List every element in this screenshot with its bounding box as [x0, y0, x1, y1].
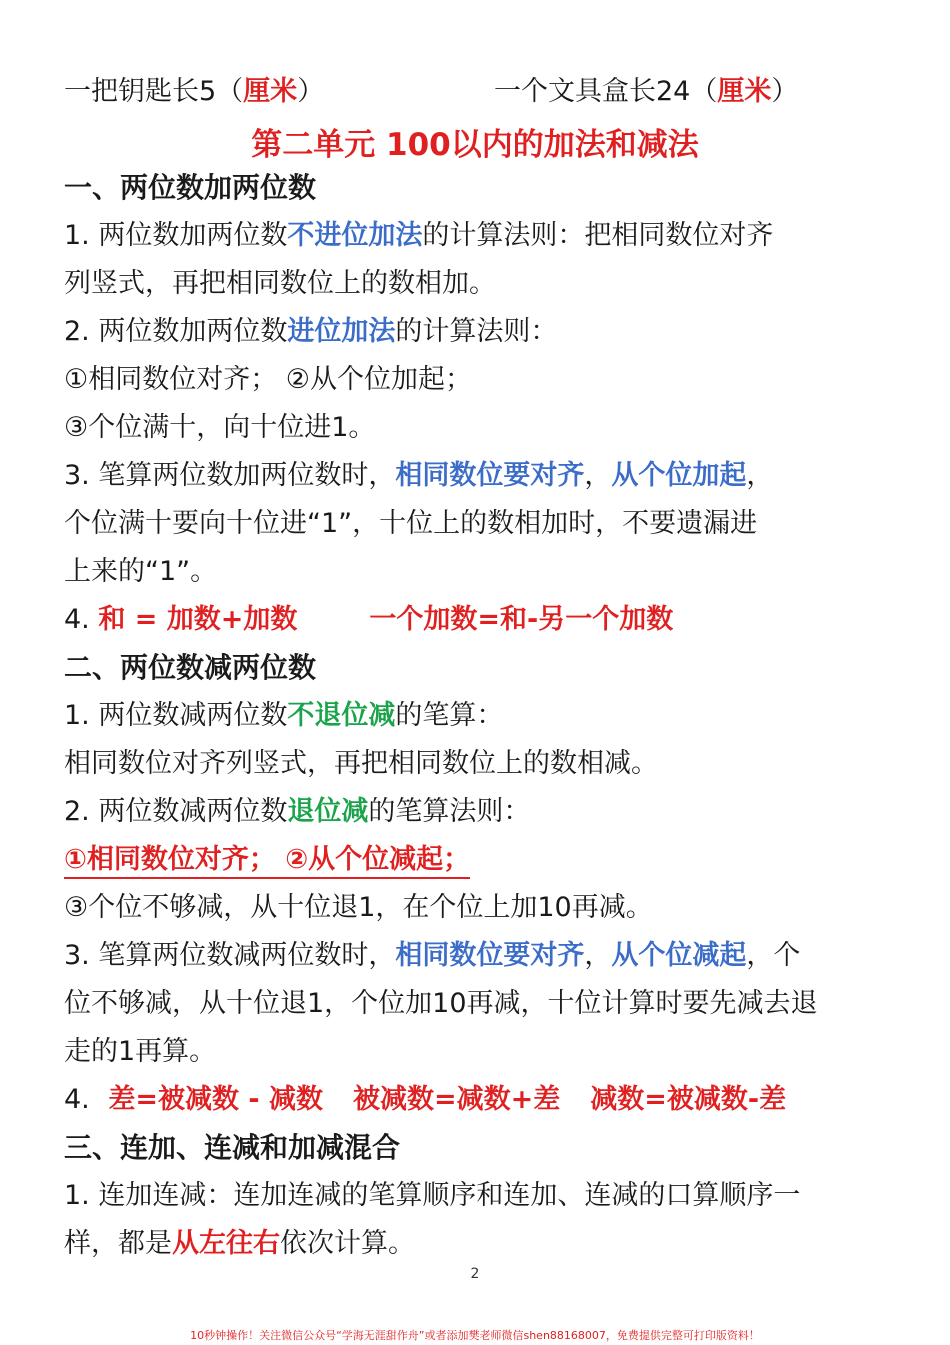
page-number: 2 — [470, 1266, 480, 1282]
answer-text: 厘米 — [717, 76, 772, 107]
answer-text: 厘米 — [243, 76, 298, 107]
paragraph-line: ③个位满十，向十位进1。 — [64, 412, 376, 443]
section-heading: 二、两位数减两位数 — [64, 651, 317, 684]
top-right-question: 一个文具盒长24（厘米） — [494, 76, 799, 107]
paragraph-line: 个位满十要向十位进“1”，十位上的数相加时，不要遗漏进 — [64, 508, 758, 539]
paragraph-line: 1. 两位数加两位数不进位加法的计算法则：把相同数位对齐 — [64, 220, 774, 251]
paragraph-line: 1. 两位数减两位数不退位减的笔算： — [64, 700, 504, 731]
footer-note: 10秒钟操作！关注微信公众号“学海无涯甜作舟”或者添加樊老师微信shen88168007，免费提供完整可打印版资料！ — [190, 1329, 760, 1342]
paragraph-line: ①相同数位对齐； ②从个位减起； — [64, 842, 470, 878]
paragraph-line: ③个位不够减，从十位退1，在个位上加10再减。 — [64, 892, 653, 923]
paragraph-line: 相同数位对齐列竖式，再把相同数位上的数相减。 — [64, 748, 658, 779]
section-heading: 三、连加、连减和加减混合 — [64, 1131, 401, 1164]
paragraph-line: 3. 笔算两位数减两位数时，相同数位要对齐，从个位减起，个 — [64, 940, 801, 971]
unit-title: 第二单元 100以内的加法和减法 — [251, 127, 699, 163]
paragraph-line: 走的1再算。 — [64, 1036, 217, 1067]
paragraph-line: ①相同数位对齐； ②从个位加起； — [64, 364, 472, 395]
top-left-question: 一把钥匙长5（厘米） — [64, 76, 325, 107]
formula-line: 4. 差=被减数 - 减数 被减数=减数+差 减数=被减数-差 — [64, 1084, 787, 1115]
section-heading: 一、两位数加两位数 — [64, 171, 317, 204]
paragraph-line: 2. 两位数加两位数进位加法的计算法则： — [64, 316, 558, 347]
paragraph-line: 3. 笔算两位数加两位数时，相同数位要对齐，从个位加起， — [64, 460, 774, 491]
paragraph-line: 列竖式，再把相同数位上的数相加。 — [64, 268, 496, 299]
paragraph-line: 位不够减，从十位退1，个位加10再减，十位计算时要先减去退 — [64, 988, 818, 1019]
paragraph-line: 2. 两位数减两位数退位减的笔算法则： — [64, 796, 531, 827]
paragraph-line: 样，都是从左往右依次计算。 — [64, 1228, 415, 1259]
paragraph-line: 上来的“1”。 — [64, 556, 218, 587]
formula-line: 4. 和 = 加数+加数 一个加数=和-另一个加数 — [64, 604, 674, 635]
paragraph-line: 1. 连加连减：连加连减的笔算顺序和连加、连减的口算顺序一 — [64, 1180, 801, 1211]
